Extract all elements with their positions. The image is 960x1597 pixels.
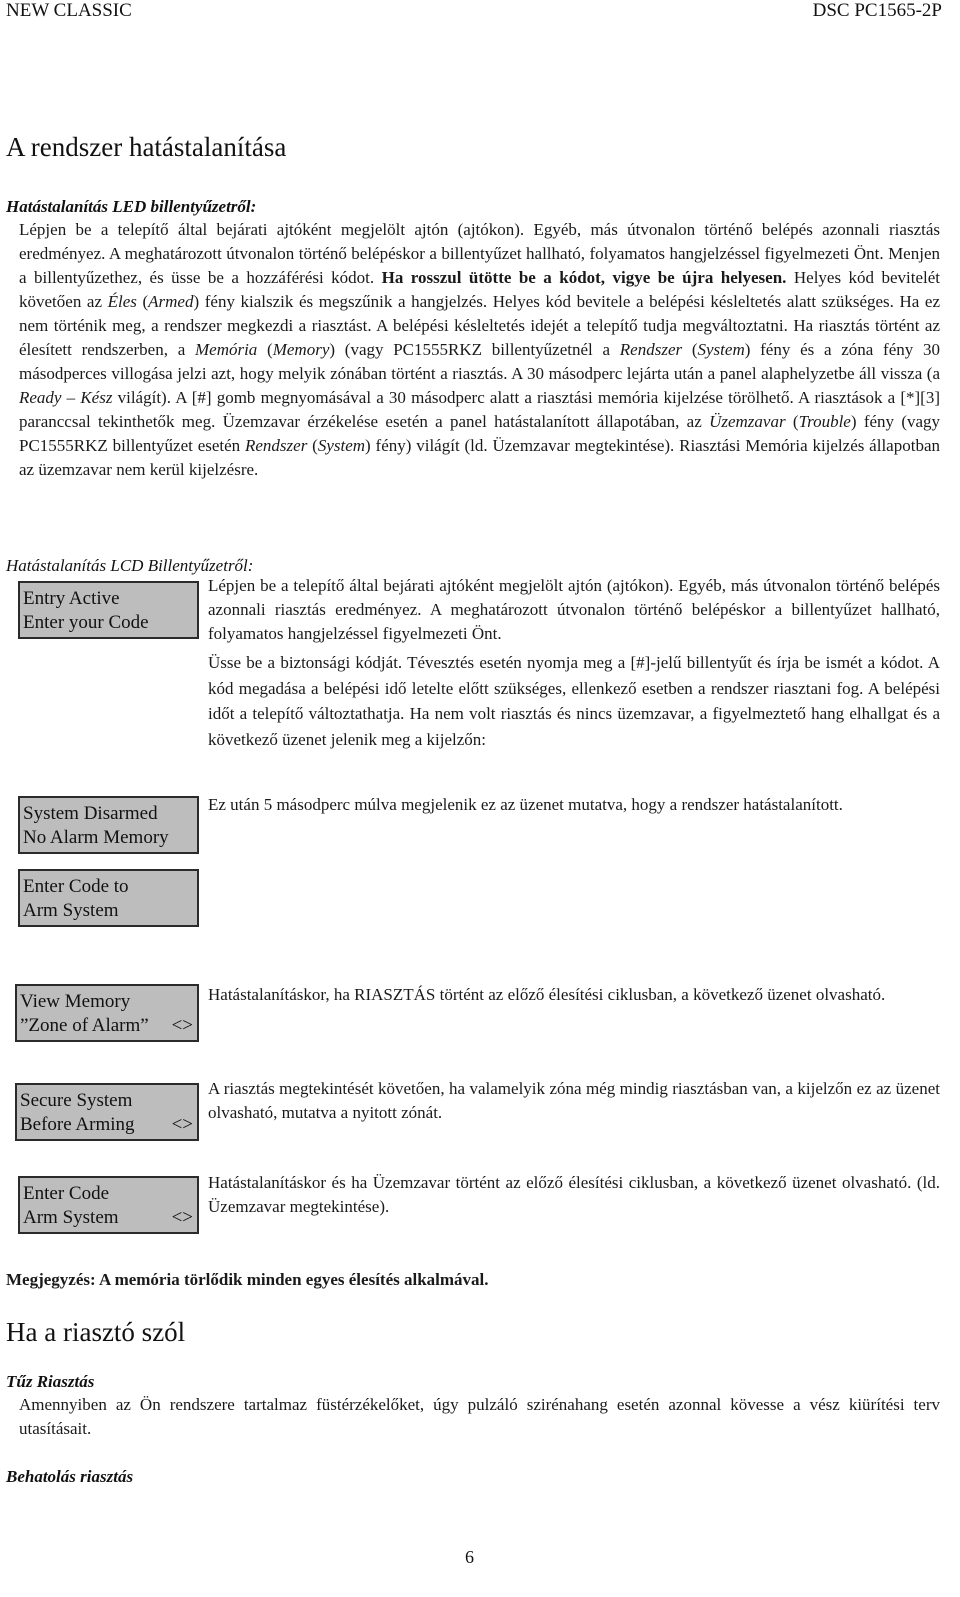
scroll-arrows-icon: <> (171, 1114, 193, 1135)
lcd-line: No Alarm Memory (23, 827, 169, 848)
lcd-text-code: Üsse be a biztonsági kódját. Tévesztés esetén nyomja meg a [#]-jelű billentyűt és írja be ismét a kódot. A kód megadása a belépési idő letelte előtt szükséges, ellenkező esetben a rendszer riasztani fog. A belépési időt a telepítő változtathatja. Ha nem volt riasztás és nincs üzemzavar, a figyelmeztető hang elhallgat és a következő üzenet jelenik meg a kijelzőn: (208, 653, 940, 749)
lcd-line: Entry Active (23, 588, 120, 609)
header-left: NEW CLASSIC (6, 0, 132, 21)
fire-heading: Tűz Riasztás (6, 1372, 95, 1391)
lcd-secure-system (15, 1083, 199, 1141)
lcd-line: Before Arming (20, 1114, 135, 1135)
section-title-alarm: Ha a riasztó szól (6, 1317, 186, 1347)
led-paragraph: Lépjen be a telepítő által bejárati ajtóként megjelölt ajtón (ajtókon). Egyéb, más útvonalon történő belépés azonnali riasztás eredményez. A meghatározott útvonalon történő belépéskor a billentyűzet hallható, folyamatos hangjelzéssel figyelmezeti Önt. Menjen a billentyűzethez, és üsse be a hozzáférési kódot. Ha rosszul ütötte be a kódot, vigye be újra helyesen. Helyes kód bevitelét követően az Éles (Armed) fény kialszik és megszűnik a hangjelzés. Helyes kód bevitele a belépési késleltetés alatt szükséges. Ha ez nem történik meg, a rendszer megkezdi a riasztást. A belépési késleltetés idejét a telepítő tudja megváltoztatni. Ha riasztás történt az élesített rendszerben, a Memória (Memory) (vagy PC1555RKZ billentyűzetnél a Rendszer (System) fény és a zóna fény 30 másodperces villogása jelzi azt, hogy melyik zónában történt a riasztás. A 30 másodperc lejárta után a panel alaphelyzetbe áll vissza (a Ready – Kész világít). A [#] gomb megnyomásával a 30 másodperc alatt a riasztási memória kijelzése törölhető. A riasztások a [*][3] paranccsal tekinthetők meg. Üzemzavar érzékelése esetén a panel hatástalanított állapotában, az Üzemzavar (Trouble) fény (vagy PC1555RKZ billentyűzet esetén Rendszer (System) fény) világít (ld. Üzemzavar megtekintése). Riasztási Memória kijelzés állapotban az üzemzavar nem kerül kijelzésre. (19, 220, 941, 479)
lcd-enter-code (18, 1176, 199, 1234)
lcd-view-memory (15, 984, 199, 1042)
scroll-arrows-icon: <> (171, 1015, 193, 1036)
lcd-line: Enter your Code (23, 612, 149, 633)
section-title-disarm: A rendszer hatástalanítása (6, 132, 287, 162)
lcd-text-secure: A riasztás megtekintését követően, ha valamelyik zóna még mindig riasztásban van, a kijelzőn ez az üzenet olvasható, mutatva a nyitott zónát. (208, 1079, 940, 1122)
lcd-system-disarmed (18, 796, 199, 854)
lcd-text-memory: Hatástalanításkor, ha RIASZTÁS történt az előző élesítési ciklusban, a következő üzenet olvasható. (208, 985, 886, 1004)
lcd-text-disarmed: Ez után 5 másodperc múlva megjelenik ez az üzenet mutatva, hogy a rendszer hatástalanított. (208, 795, 843, 814)
scroll-arrows-icon: <> (171, 1207, 193, 1228)
lcd-line: Arm System (23, 1207, 119, 1228)
lcd-text-trouble: Hatástalanításkor és ha Üzemzavar történt az előző élesítési ciklusban, a következő üzenet olvasható. (ld. Üzemzavar megtekintése). (208, 1173, 940, 1216)
lcd-line: System Disarmed (23, 803, 158, 824)
lcd-line: View Memory (20, 991, 131, 1012)
lcd-entry-active (18, 581, 199, 639)
lcd-heading: Hatástalanítás LCD Billentyűzetről: (6, 556, 254, 575)
lcd-line: Secure System (20, 1090, 133, 1111)
fire-text: Amennyiben az Ön rendszere tartalmaz füstérzékelőket, úgy pulzáló szirénahang esetén azonnal kövesse a vész kiürítési terv utasításait. (19, 1395, 940, 1438)
led-bold-note: Ha rosszul ütötte be a kódot, vigye be újra helyesen. (381, 268, 787, 287)
lcd-line: Arm System (23, 900, 119, 921)
lcd-line: ”Zone of Alarm” (20, 1015, 149, 1036)
memory-note: Megjegyzés: A memória törlődik minden egyes élesítés alkalmával. (6, 1270, 489, 1289)
intrusion-heading: Behatolás riasztás (6, 1467, 134, 1486)
lcd-text-entry: Lépjen be a telepítő által bejárati ajtóként megjelölt ajtón (ajtókon). Egyéb, más útvonalon történő belépés azonnali riasztás eredményez. A meghatározott útvonalon történő belépéskor a billentyűzet hallható, folyamatos hangjelzéssel figyelmezeti Önt. (208, 576, 940, 643)
led-heading: Hatástalanítás LED billentyűzetről: (6, 197, 257, 216)
lcd-line: Enter Code to (23, 876, 129, 897)
lcd-enter-code-arm (18, 869, 199, 927)
page-number: 6 (465, 1547, 474, 1567)
header-right: DSC PC1565-2P (812, 0, 942, 21)
lcd-line: Enter Code (23, 1183, 110, 1204)
